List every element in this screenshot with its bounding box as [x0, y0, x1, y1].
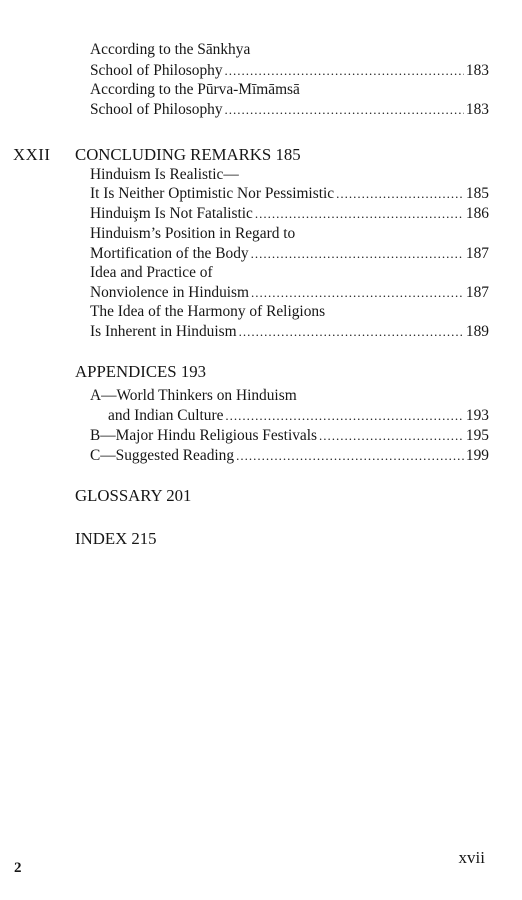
- page-folio: xvii: [458, 848, 485, 867]
- dot-leader: [225, 406, 464, 426]
- toc-entry: [90, 100, 489, 120]
- toc-entry-text: B—Major Hindu Religious Festivals: [90, 427, 318, 444]
- dot-leader: [319, 426, 464, 446]
- chapter-title: CONCLUDING REMARKS 185: [75, 145, 301, 164]
- section-title-glossary: GLOSSARY 201: [75, 486, 192, 505]
- dot-leader: [336, 184, 464, 204]
- toc-entry-line1: A—World Thinkers on Hinduism: [90, 387, 297, 404]
- toc-entry-line1: According to the Sānkhya: [90, 41, 251, 58]
- toc-entry-line1: According to the Pūrva-Mīmāmsā: [90, 81, 300, 98]
- toc-page-number: 199: [465, 447, 489, 464]
- corner-mark: 2: [14, 860, 22, 876]
- toc-page-number: 189: [465, 323, 489, 340]
- toc-entry: [90, 283, 489, 303]
- toc-entry-line1: Idea and Practice of: [90, 264, 213, 281]
- toc-entry: [90, 446, 489, 466]
- dot-leader: [225, 100, 464, 120]
- toc-entry-text: Mortification of the Body: [90, 245, 249, 262]
- toc-page-number: 183: [465, 101, 489, 118]
- toc-entry: [90, 426, 489, 446]
- toc-page-number: 193: [465, 407, 489, 424]
- toc-entry-text: It Is Neither Optimistic Nor Pessimistic: [90, 185, 335, 202]
- toc-entry-text: Is Inherent in Hinduism: [90, 323, 237, 340]
- dot-leader: [225, 61, 464, 81]
- toc-entry-line1: Hinduism Is Realistic—: [90, 166, 239, 183]
- toc-entry: [108, 406, 489, 426]
- toc-entry-line1: The Idea of the Harmony of Religions: [90, 303, 326, 320]
- dot-leader: [251, 244, 464, 264]
- toc-entry-text: School of Philosophy: [90, 62, 223, 79]
- toc-entry-text: and Indian Culture: [108, 407, 224, 424]
- toc-entry-line1: Hinduism’s Position in Regard to: [90, 225, 296, 242]
- toc-entry: [90, 322, 489, 342]
- toc-entry-text: Nonviolence in Hinduism: [90, 284, 250, 301]
- toc-entry: [90, 61, 489, 81]
- toc-entry-text: C—Suggested Reading: [90, 447, 235, 464]
- toc-page-number: 187: [465, 245, 489, 262]
- toc-page-number: 186: [465, 205, 489, 222]
- dot-leader: [236, 446, 464, 466]
- chapter-number: XXII: [13, 145, 51, 164]
- toc-page-number: 185: [465, 185, 489, 202]
- toc-page-number: 183: [465, 62, 489, 79]
- dot-leader: [255, 204, 464, 224]
- dot-leader: [251, 283, 464, 303]
- toc-page-number: 195: [465, 427, 489, 444]
- section-title-appendices: APPENDICES 193: [75, 362, 207, 381]
- section-title-index: INDEX 215: [75, 529, 157, 548]
- toc-entry-text: School of Philosophy: [90, 101, 223, 118]
- toc-entry-text: Hinduişm Is Not Fatalistic: [90, 205, 253, 222]
- toc-entry: [90, 244, 489, 264]
- toc-entry: [90, 184, 489, 204]
- toc-page-number: 187: [465, 284, 489, 301]
- toc-entry: [90, 204, 489, 224]
- dot-leader: [239, 322, 464, 342]
